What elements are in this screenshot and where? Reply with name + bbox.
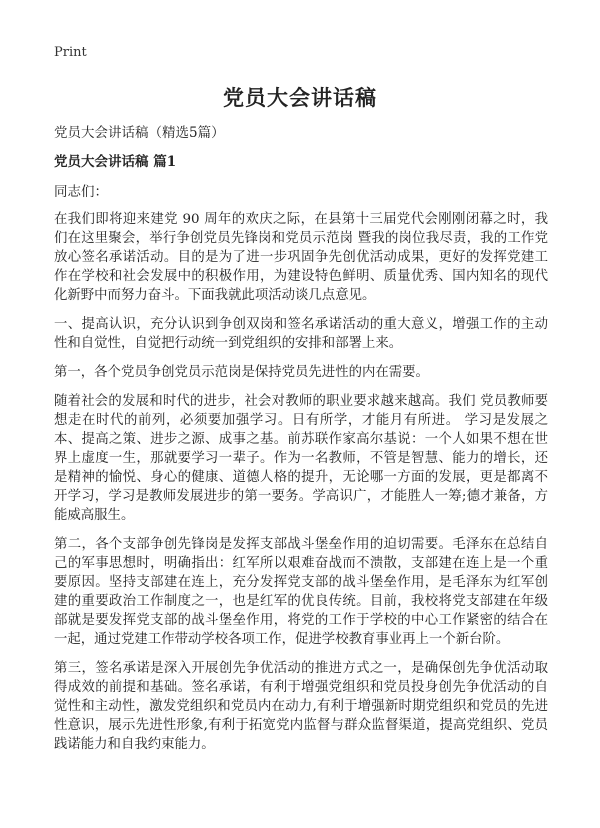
- print-link[interactable]: Print: [54, 45, 87, 60]
- greeting: 同志们：: [54, 184, 108, 200]
- paragraph-point-one: 一、提高认识，充分认识到争创双岗和签名承诺活动的重大意义，增强工作的主动性和自觉性，自觉把行动统一到党组织的安排和部署上来。: [54, 317, 548, 351]
- page-title: 党员大会讲话稿: [223, 85, 377, 110]
- paragraph-third: 第三，签名承诺是深入开展创先争优活动的推进方式之一，是确保创先争优活动取得成效的前提和基础。签名承诺，有利于增强党组织和党员投身创先争优活动的自觉性和主动性，激发党组织和党员内在动力,有利于增强新时期党组织和党员的先进性意识，展示先进性形象,有利于拓宽党内监督与群众监督渠道，提高党组织、党员践诺能力和自我约束能力。: [54, 661, 548, 752]
- document-subtitle: 党员大会讲话稿（精选5篇）: [54, 125, 225, 141]
- body-text: [54, 210, 548, 764]
- paragraph-learning: 随着社会的发展和时代的进步，社会对教师的职业要求越来越高。我们 党员教师要想走在时代的前列，必须要加强学习。日有所学，才能月有所进。 学习是发展之本、提高之策、进步之源、成事之基。前苏联作家高尔基说：一个人如果不想在世界上虚度一生，那就要学习一辈子。作为一名教师，不管是智慧、能力的增长，还是精神的愉悦、身心的健康、道德人格的提升，无论哪一方面的发展，更是都离不开学习，学习是教师发展进步的第一要务。学高识广，才能胜人一筹;德才兼备，方能威高服生。: [54, 394, 548, 523]
- paragraph-first: 第一，各个党员争创党员示范岗是保持党员先进性的内在需要。: [54, 365, 429, 380]
- section-heading: 党员大会讲话稿 篇1: [54, 154, 177, 170]
- paragraph-intro: 在我们即将迎来建党 90 周年的欢庆之际，在县第十三届党代会刚刚闭幕之时，我们在这里聚会，举行争创党员先锋岗和党员示范岗 暨我的岗位我尽责，我的工作党放心签名承诺活动。目的是为了进一步巩固争先创优活动成果，更好的发挥党建工作在学校和社会发展中的积极作用，为建设特色鲜明、质量优秀、国内知名的现代化新野中而努力奋斗。下面我就此项活动谈几点意见。: [54, 212, 548, 303]
- paragraph-second: 第二，各个支部争创先锋岗是发挥支部战斗堡垒作用的迫切需要。毛泽东在总结自己的军事思想时，明确指出：红军所以艰难奋战而不溃散，支部建在连上是一个重要原因。坚持支部建在连上，充分发挥党支部的战斗堡垒作用，是毛泽东为红军创建的重要政治工作制度之一，也是红军的优良传统。目前，我校将党支部建在年级部就是要发挥党支部的战斗堡垒作用，将党的工作于学校的中心工作紧密的结合在一起，通过党建工作带动学校各项工作，促进学校教育事业再上一个新台阶。: [54, 537, 548, 647]
